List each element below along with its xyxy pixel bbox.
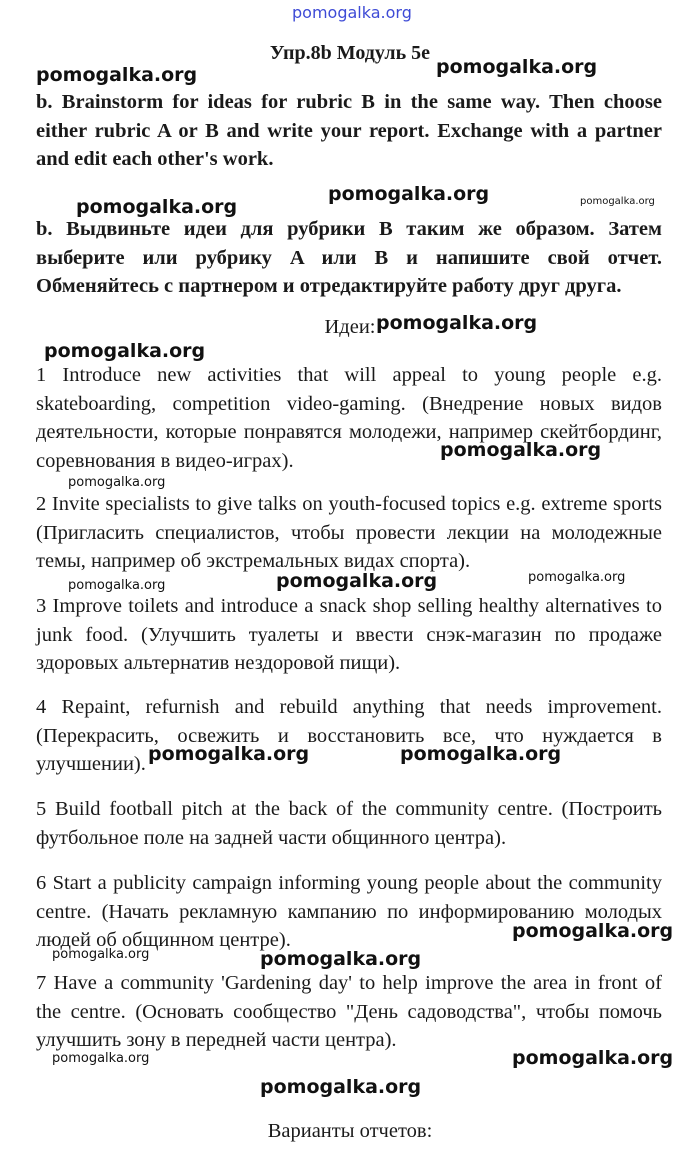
watermark: pomogalka.org: [528, 570, 626, 585]
task-english: b. Brainstorm for ideas for rubric B in the same way. Then choose either rubric A or B and write your report. Exchange with a partner and edit each other's work.: [36, 91, 662, 170]
watermark: pomogalka.org: [400, 743, 562, 765]
watermark: pomogalka.org: [260, 1076, 422, 1098]
task-russian: b. Выдвиньте идеи для рубрики B таким же образом. Затем выберите или рубрику A или B и напишите свой отчет. Обменяйтесь с партнером и отредактируйте работу друг друга.: [36, 218, 662, 297]
idea-item: 6 Start a publicity campaign informing young people about the community centre. (Начать рекламную кампанию по информированию молодых людей об общинном центре).: [36, 872, 662, 951]
watermark: pomogalka.org: [436, 56, 598, 78]
watermark: pomogalka.org: [580, 196, 655, 207]
watermark: pomogalka.org: [276, 570, 438, 592]
watermark: pomogalka.org: [36, 64, 198, 86]
watermark: pomogalka.org: [68, 578, 166, 593]
idea-item: 5 Build football pitch at the back of the community centre. (Построить футбольное поле на задней части общинного центра).: [36, 798, 662, 849]
watermark: pomogalka.org: [328, 183, 490, 205]
watermark: pomogalka.org: [68, 475, 166, 490]
watermark: pomogalka.org: [440, 439, 602, 461]
watermark: pomogalka.org: [148, 743, 310, 765]
watermark: pomogalka.org: [512, 920, 674, 942]
watermark-top: pomogalka.org: [292, 3, 412, 22]
idea-item: 7 Have a community 'Gardening day' to help improve the area in front of the centre. (Основать сообщество "День садоводства", чтобы помочь улучшить зону в передней части центра).: [36, 972, 662, 1051]
watermark: pomogalka.org: [52, 1051, 150, 1066]
idea-item: 2 Invite specialists to give talks on youth-focused topics e.g. extreme sports (Пригласить специалистов, чтобы провести лекции на молодежные темы, например об экстремальных видах спорта).: [36, 493, 662, 572]
idea-item: 1 Introduce new activities that will appeal to young people e.g. skateboarding, competition video-gaming. (Внедрение новых видов деятельности, которые понравятся молодежи, например скейтбординг, соревнования в видео-играх).: [36, 364, 662, 472]
watermark: pomogalka.org: [376, 312, 538, 334]
watermark: pomogalka.org: [76, 196, 238, 218]
idea-item: 4 Repaint, refurnish and rebuild anything that needs improvement. (Перекрасить, освежить и восстановить все, что нуждается в улучшении).: [36, 696, 662, 775]
reports-heading: Варианты отчетов:: [267, 1120, 433, 1142]
idea-item: 3 Improve toilets and introduce a snack shop selling healthy alternatives to junk food. (Улучшить туалеты и ввести снэк-магазин по продаже здоровых альтернатив нездоровой пищи).: [36, 595, 662, 674]
watermark: pomogalka.org: [512, 1047, 674, 1069]
watermark: pomogalka.org: [44, 340, 206, 362]
watermark: pomogalka.org: [52, 947, 150, 962]
ideas-heading: Идеи:: [324, 316, 376, 338]
page-title: Упр.8b Модуль 5e: [269, 42, 431, 64]
watermark: pomogalka.org: [260, 948, 422, 970]
